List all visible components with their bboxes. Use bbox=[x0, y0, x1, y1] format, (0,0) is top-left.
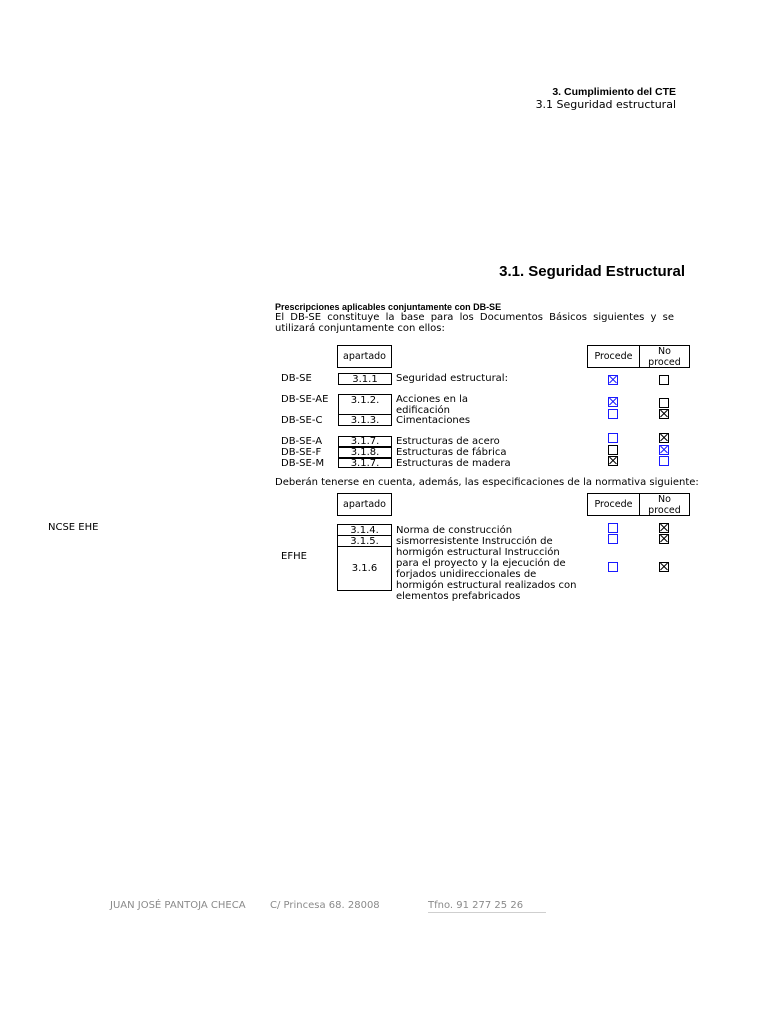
row-code-db-se: 3.1.1 bbox=[338, 373, 392, 385]
norms-desc-line: hormigón estructural realizados con bbox=[396, 580, 577, 591]
row-code-db-se-a: 3.1.7. bbox=[338, 436, 392, 447]
efhe-label: EFHE bbox=[281, 551, 307, 562]
row-desc-db-se-a: Estructuras de acero bbox=[396, 436, 500, 447]
procede-checkbox-db-se[interactable] bbox=[608, 375, 618, 385]
row-name-db-se-c: DB-SE-C bbox=[281, 415, 323, 426]
procede-checkbox-efhe[interactable] bbox=[608, 562, 618, 572]
footer-phone: Tfno. 91 277 25 26 bbox=[428, 900, 524, 911]
table2-noproced-header: No proced bbox=[639, 493, 690, 516]
table2-apartado-header: apartado bbox=[337, 493, 392, 516]
norms-desc-line: para el proyecto y la ejecución de bbox=[396, 558, 566, 569]
norms-desc-line: elementos prefabricados bbox=[396, 591, 521, 602]
table1-procede-header: Procede bbox=[587, 345, 640, 368]
row-desc-db-se-ae: Acciones en la edificación bbox=[396, 394, 469, 416]
procede-checkbox-ncse[interactable] bbox=[608, 523, 618, 533]
procede-checkbox-db-se-c[interactable] bbox=[608, 409, 618, 419]
norms-desc-line: sismorresistente Instrucción de bbox=[396, 536, 553, 547]
footer-underline bbox=[428, 912, 546, 913]
noproced-checkbox-db-se-ae[interactable] bbox=[659, 398, 669, 408]
noproced-checkbox-db-se-a[interactable] bbox=[659, 433, 669, 443]
row-name-db-se-m: DB-SE-M bbox=[281, 458, 325, 469]
table1-apartado-header: apartado bbox=[337, 345, 392, 368]
noproced-checkbox-db-se-f[interactable] bbox=[659, 445, 669, 455]
ncse-ehe-label: NCSE EHE bbox=[48, 522, 99, 533]
noproced-checkbox-db-se-c[interactable] bbox=[659, 409, 669, 419]
procede-checkbox-db-se-ae[interactable] bbox=[608, 397, 618, 407]
code-ncse: 3.1.4. bbox=[337, 524, 392, 536]
code-ehe: 3.1.5. bbox=[337, 535, 392, 547]
noproced-checkbox-ehe[interactable] bbox=[659, 534, 669, 544]
page-title: 3.1. Seguridad Estructural bbox=[499, 263, 685, 280]
code-efhe: 3.1.6 bbox=[337, 546, 392, 591]
row-name-db-se-ae: DB-SE-AE bbox=[281, 394, 329, 405]
row-desc-db-se-m: Estructuras de madera bbox=[396, 458, 511, 469]
section-heading: 3. Cumplimiento del CTE bbox=[552, 86, 676, 98]
procede-checkbox-db-se-m[interactable] bbox=[608, 456, 618, 466]
norms-desc-line: hormigón estructural Instrucción bbox=[396, 547, 560, 558]
row-code-db-se-f: 3.1.8. bbox=[338, 447, 392, 458]
row-desc-db-se: Seguridad estructural: bbox=[396, 373, 508, 384]
row-code-db-se-c: 3.1.3. bbox=[338, 414, 392, 426]
noproced-checkbox-efhe[interactable] bbox=[659, 562, 669, 572]
row-name-db-se-f: DB-SE-F bbox=[281, 447, 322, 458]
additional-norms-note: Deberán tenerse en cuenta, además, las especificaciones de la normativa siguiente: bbox=[275, 477, 699, 488]
footer-address: C/ Princesa 68. 28008 bbox=[270, 900, 380, 911]
procede-checkbox-db-se-a[interactable] bbox=[608, 433, 618, 443]
row-desc-db-se-c: Cimentaciones bbox=[396, 415, 471, 426]
intro-paragraph bbox=[275, 312, 674, 334]
norms-desc-line: Norma de construcción bbox=[396, 525, 513, 536]
intro-line-2: utilizará conjuntamente con ellos: bbox=[275, 323, 445, 334]
row-name-db-se-a: DB-SE-A bbox=[281, 436, 323, 447]
row-name-db-se: DB-SE bbox=[281, 373, 312, 384]
noproced-checkbox-ncse[interactable] bbox=[659, 523, 669, 533]
norms-description bbox=[396, 525, 577, 602]
table2-procede-header: Procede bbox=[587, 493, 640, 516]
subsection-heading: 3.1 Seguridad estructural bbox=[535, 98, 676, 111]
noproced-checkbox-db-se-m[interactable] bbox=[659, 456, 669, 466]
norms-desc-line: forjados unidireccionales de bbox=[396, 569, 537, 580]
table1-noproced-header: No proced bbox=[639, 345, 690, 368]
intro-line-1: El DB-SE constituye la base para los Documentos Básicos siguientes y se bbox=[275, 312, 674, 323]
intro-heading: Prescripciones aplicables conjuntamente con DB-SE bbox=[275, 302, 502, 312]
row-code-db-se-ae: 3.1.2. bbox=[338, 394, 392, 415]
row-desc-db-se-f: Estructuras de fábrica bbox=[396, 447, 507, 458]
row-code-db-se-m: 3.1.7. bbox=[338, 458, 392, 468]
noproced-checkbox-db-se[interactable] bbox=[659, 375, 669, 385]
procede-checkbox-ehe[interactable] bbox=[608, 534, 618, 544]
procede-checkbox-db-se-f[interactable] bbox=[608, 445, 618, 455]
footer-author: JUAN JOSÉ PANTOJA CHECA bbox=[110, 900, 246, 911]
